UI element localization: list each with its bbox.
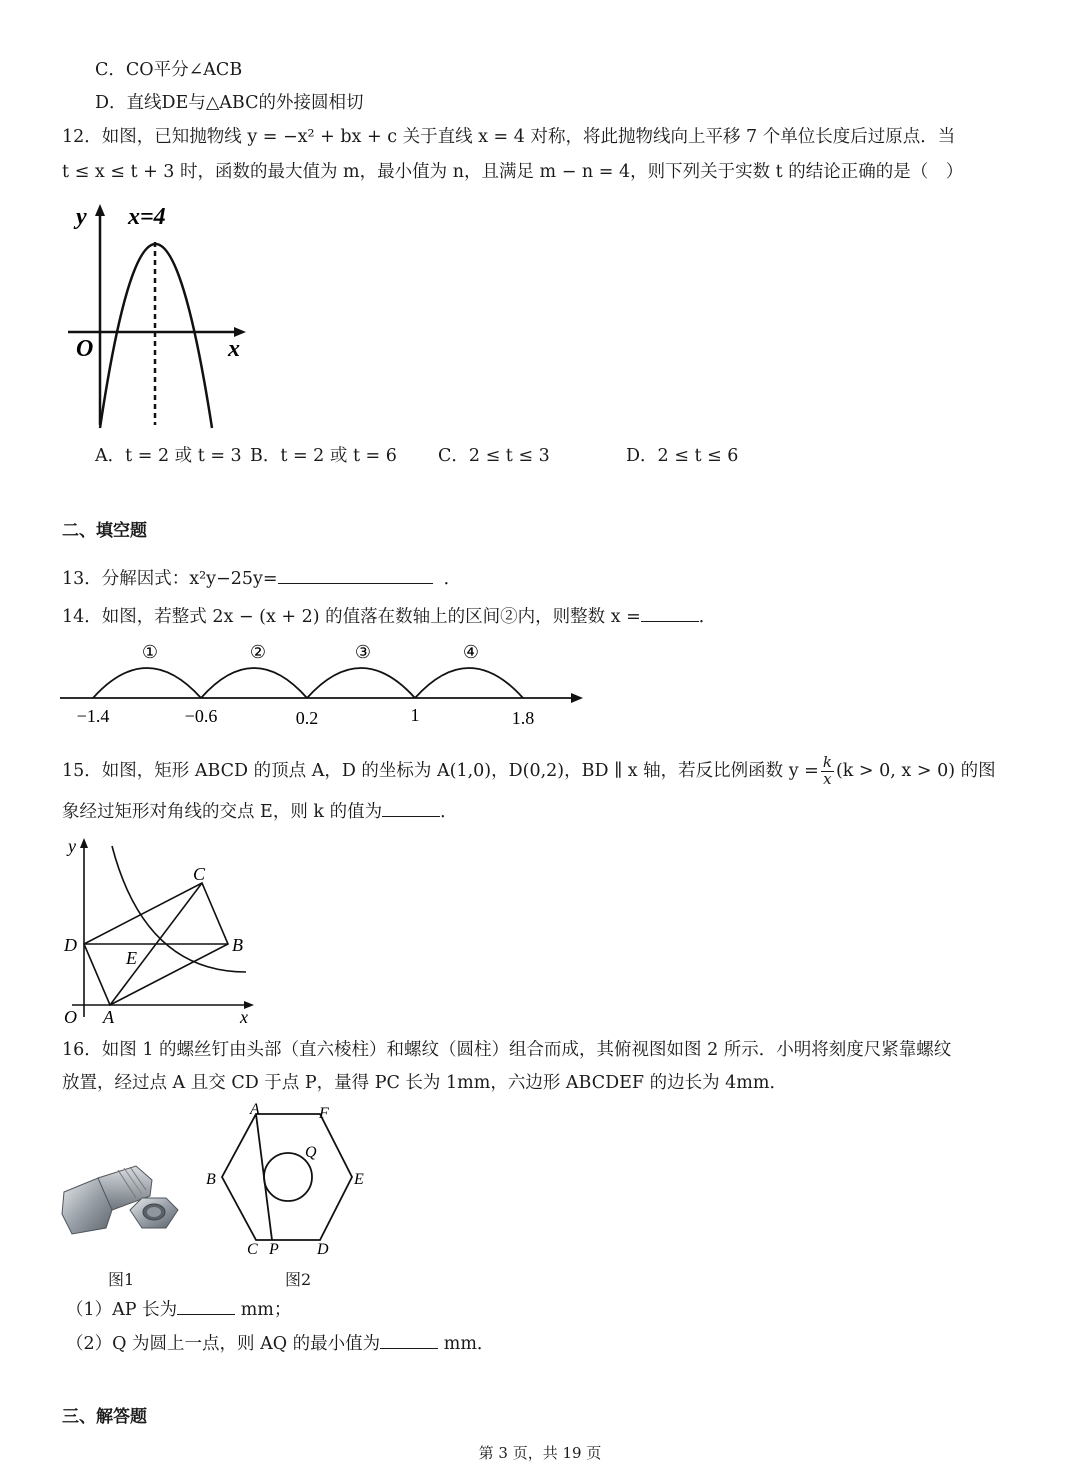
q13-text (62, 567, 461, 590)
q15-stem-line1 (62, 755, 996, 788)
q12-stem-line1: 12．如图，已知抛物线 y = −x² + bx + c 关于直线 x = 4 对称，将此抛物线向上平移 7 个单位长度后过原点．当 (62, 127, 956, 147)
q16-hexagon-abcdef (222, 1114, 352, 1240)
q16-sub1-tail: mm； (240, 1300, 292, 1320)
q14-tick-label: −0.6 (184, 706, 218, 726)
q15-origin-label: O (64, 1007, 77, 1027)
q16-stem-line2: 放置，经过点 A 且交 CD 于点 P，量得 PC 长为 1mm，六边形 ABCDEF 的边长为 4mm． (62, 1073, 787, 1093)
q11-option-d: D．直线DE与△ABC的外接圆相切 (95, 93, 364, 113)
q15-fraction-numerator: k (822, 753, 832, 771)
q15-stem2: 象经过矩形对角线的交点 E，则 k 的值为 (62, 802, 383, 822)
q16-sub2-text: （2）Q 为圆上一点，则 AQ 的最小值为 (66, 1334, 381, 1354)
q16-figure2-caption: 图2 (285, 1270, 312, 1289)
q16-stem-line1: 16．如图 1 的螺丝钉由头部（直六棱柱）和螺纹（圆柱）组合而成，其俯视图如图 2 所示．小明将刻度尺紧靠螺纹 (62, 1040, 952, 1060)
q12-stem-line2: t ≤ x ≤ t + 3 时，函数的最大值为 m，最小值为 n，且满足 m − n = 4，则下列关于实数 t 的结论正确的是（ ） (62, 162, 964, 182)
q16-sub1-text: （1）AP 长为 (66, 1300, 178, 1320)
q14-tick-label: 1.8 (511, 708, 535, 728)
section-answer-title: 三、解答题 (62, 1407, 147, 1427)
q13-stem: 13．分解因式：x²y−25y= (62, 569, 278, 589)
q15-stem-tail: (k > 0, x > 0) 的图 (835, 760, 996, 781)
q15-point-b: B (232, 935, 243, 955)
q12-x-label: x (228, 336, 240, 362)
q16-sub2-blank (380, 1332, 438, 1349)
q12-y-arrow (95, 204, 105, 216)
q16-subquestion-1 (66, 1298, 291, 1321)
section-fill-in-title: 二、填空题 (62, 521, 147, 541)
q16-ruler-line-ap (256, 1114, 272, 1240)
q15-point-d: D (64, 935, 77, 955)
q15-y-arrow (80, 838, 88, 848)
q15-rectangle-figure (60, 832, 260, 1032)
q14-tail: ． (698, 607, 717, 627)
q15-y-label: y (68, 836, 76, 856)
q12-option-a: A．t = 2 或 t = 3 (95, 446, 242, 466)
q15-stem: 15．如图，矩形 ABCD 的顶点 A，D 的坐标为 A(1,0)，D(0,2)，BD ∥ x 轴，若反比例函数 y = (62, 760, 819, 781)
q12-y-label: y (76, 204, 87, 230)
q15-point-c: C (193, 864, 206, 884)
q16-point-b: B (206, 1171, 216, 1188)
q14-arc-1 (93, 668, 201, 698)
nut-icon (130, 1198, 178, 1228)
q12-parabola-figure (62, 200, 262, 430)
q16-sub2-tail: mm． (443, 1334, 495, 1354)
q16-point-d: D (317, 1241, 329, 1258)
q14-interval-3: ③ (354, 642, 372, 662)
q14-interval-4: ④ (462, 642, 480, 662)
q16-sub1-blank (177, 1298, 235, 1315)
q14-arc-3 (307, 668, 415, 698)
q15-x-label: x (240, 1007, 248, 1027)
q14-number-line (55, 636, 595, 736)
q15-fraction (821, 755, 834, 788)
q12-option-d: D．2 ≤ t ≤ 6 (626, 446, 739, 466)
q14-interval-1: ① (141, 642, 159, 662)
q11-option-c: C．CO平分∠ACB (95, 60, 243, 80)
page-footer: 第 3 页，共 19 页 (478, 1444, 602, 1462)
q14-arc-4 (415, 668, 523, 698)
q15-stem-line2 (62, 800, 458, 823)
q16-point-a: A (250, 1101, 260, 1118)
q14-answer-blank (641, 605, 699, 622)
q16-subquestion-2 (66, 1332, 494, 1355)
q14-tick-label: 0.2 (295, 708, 319, 728)
q14-tick-label: −1.4 (76, 706, 110, 726)
q15-tail: ． (440, 802, 458, 822)
q15-fraction-denominator: x (823, 769, 832, 788)
q16-point-p: P (269, 1241, 279, 1258)
q16-bolt-nut-photo (58, 1158, 193, 1243)
q14-stem: 14．如图，若整式 2x − (x + 2) 的值落在数轴上的区间②内，则整数 x = (62, 607, 641, 627)
q15-point-a: A (103, 1007, 114, 1027)
q15-point-e: E (126, 948, 137, 968)
q14-interval-2: ② (249, 642, 267, 662)
q14-arc-2 (201, 668, 307, 698)
q16-point-e: E (354, 1171, 364, 1188)
q16-figure1-caption: 图1 (108, 1270, 135, 1289)
q13-tail: ． (443, 569, 462, 589)
q16-hexagon-figure (200, 1100, 380, 1260)
q14-text (62, 605, 716, 628)
q13-answer-blank (278, 567, 433, 584)
bolt-icon (62, 1166, 152, 1234)
q16-point-f: F (319, 1105, 329, 1122)
q16-point-c: C (247, 1241, 258, 1258)
q12-sym-label: x=4 (128, 204, 166, 230)
q14-tick-label: 1 (410, 705, 420, 725)
q12-option-c: C．2 ≤ t ≤ 3 (438, 446, 550, 466)
q16-point-q: Q (305, 1144, 317, 1161)
q14-axis-arrow (571, 693, 583, 703)
q12-origin-label: O (76, 336, 94, 362)
q12-option-b: B．t = 2 或 t = 6 (250, 446, 397, 466)
q15-answer-blank (382, 800, 440, 817)
